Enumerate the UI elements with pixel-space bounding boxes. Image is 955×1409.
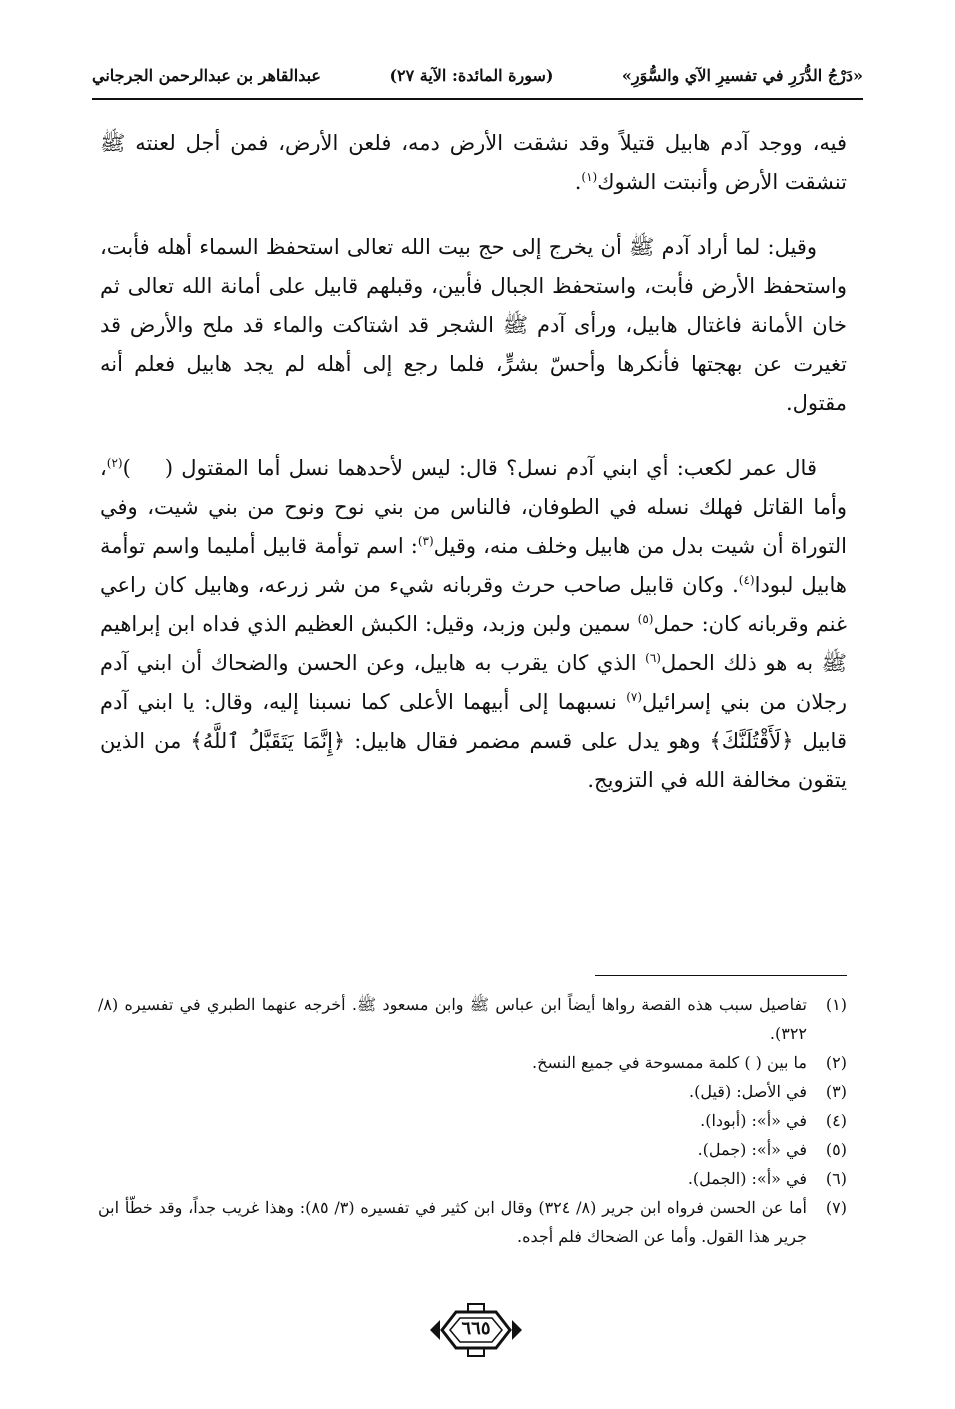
surah-reference: (سورة المائدة: الآية ٢٧) <box>389 65 554 85</box>
footnote-ref-5: (٥) <box>637 612 654 626</box>
footnote-3: (٣) في الأصل: (قيل). <box>689 1082 847 1101</box>
footnote-ref-7: (٧) <box>626 690 643 704</box>
footnote-divider <box>595 975 847 976</box>
footnote-6: (٦) في «أ»: (الجمل). <box>687 1169 847 1188</box>
footnote-4: (٤) في «أ»: (أبودا). <box>700 1111 847 1130</box>
main-text <box>100 124 847 826</box>
footnote-ref-6: (٦) <box>645 651 661 665</box>
footnotes <box>98 990 847 1251</box>
paragraph-3: قال عمر لكعب: أي ابني آدم نسل؟ قال: ليس لأحدهما نسل أما المقتول ()$^{(٢)}$، وأما القاتل فهلك نسله في الطوفان، فالناس من بني نوح ونوح من بني شيت، وفي التوراة أن شيت بدل من هابيل وخلف منه، وقيل$^{(٣)}$: اسم توأمة قابيل أمليما واسم توأمة هابيل لبودا$^{(٤)}$. وكان قابيل صاحب حرث وقربانه شيء من شر زرعه، وهابيل كان راعي غنم وقربانه كان: حمل$^{(٥)}$ سمين ولبن وزبد، وقيل: الكبش العظيم الذي فداه ابن إبراهيم ﷺ به هو ذلك الحمل$^{(٦)}$ الذي كان يقرب به هابيل، وعن الحسن والضحاك أن ابني آدم رجلان من بني إسرائيل$^{(٧)}$ نسبهما إلى أبيهما الأعلى كما نسبنا إليه، وقال: يا ابني آدم قابيل ﴿لَأَقْتُلَنَّكَ﴾ وهو يدل على قسم مضمر فقال هابيل: ﴿إِنَّمَا يَتَقَبَّلُ ٱللَّهُ﴾ من الذين يتقون مخالفة الله في التزويج. <box>100 456 848 792</box>
header-divider <box>92 98 863 100</box>
footnote-1: (١) تفاصيل سبب هذه القصة رواها أيضاً ابن عباس ﷺ وابن مسعود ﷺ. أخرجه عنهما الطبري في تفسيره (٨/ ٣٢٢). <box>98 995 847 1043</box>
page-number: ٦٦٥ <box>461 1318 491 1339</box>
paragraph-1: فيه، ووجد آدم هابيل قتيلاً وقد نشقت الأرض دمه، فلعن الأرض، فمن أجل لعنته ﷺ تنشقت الأرض وأنبتت الشوك$^{(١)}$. <box>100 131 847 194</box>
footnote-ref-4: (٤) <box>738 573 755 587</box>
footnote-5: (٥) في «أ»: (جمل). <box>697 1140 847 1159</box>
footnote-ref-3: (٣) <box>417 534 434 548</box>
footnote-7: (٧) أما عن الحسن فرواه ابن جرير (٨/ ٣٢٤) وقال ابن كثير في تفسيره (٣/ ٨٥): وهذا غريب جداً، وقد خطّأ ابن جرير هذا القول. وأما عن الضحاك فلم أجده. <box>98 1198 847 1246</box>
author-name: عبدالقاهر بن عبدالرحمن الجرجاني <box>92 65 321 85</box>
paragraph-2: وقيل: لما أراد آدم ﷺ أن يخرج إلى حج بيت الله تعالى استحفظ السماء أهله فأبت، واستحفظ الأرض فأبت، واستحفظ الجبال فأبين، وقبلهم قابيل على أمانة الله تعالى ثم خان الأمانة فاغتال هابيل، ورأى آدم ﷺ الشجر قد اشتاكت والماء قد ملح والأرض قد تغيرت عن بهجتها فأنكرها وأحسّ بشرٍّ، فلما رجع إلى أهله لم يجد هابيل فعلم أنه مقتول. <box>100 235 847 415</box>
footnote-2: (٢) ما بين ( ) كلمة ممسوحة في جميع النسخ. <box>532 1053 847 1072</box>
book-title: «دَرْجُ الدُّرَرِ في تفسيرِ الآي والسُّوَرِ» <box>621 65 863 85</box>
footnote-ref-2: (٢) <box>106 456 123 470</box>
footnote-ref-1: (١) <box>581 170 598 184</box>
running-header <box>92 58 863 92</box>
page-number-badge <box>428 1302 524 1358</box>
